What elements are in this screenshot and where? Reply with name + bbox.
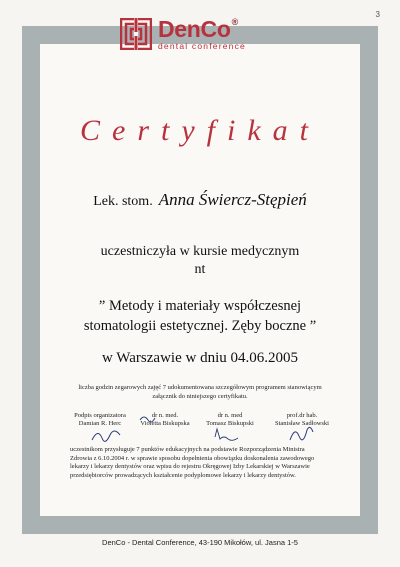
- certificate-title: Certyfikat: [80, 114, 320, 147]
- participation-text: uczestniczyła w kursie medycznym: [100, 244, 300, 259]
- place-date: w Warszawie w dniu 04.06.2005: [102, 350, 298, 366]
- recipient-prefix: Lek. stom.: [93, 194, 153, 209]
- signature-violetta: dr n. med. Violetta Biskupska: [140, 412, 190, 427]
- signature-organizer: Podpis organizatora Damian R. Herc: [74, 412, 126, 427]
- course-title-line2: stomatologii estetycznej. Zęby boczne ”: [83, 318, 317, 334]
- footer-address: DenCo - Dental Conference, 43-190 Mikołów, ul. Jasna 1-5: [102, 538, 298, 547]
- course-title-line1: ” Metody i materiały współczesnej: [98, 298, 302, 314]
- signature-stanislaw: prof.dr hab. Stanisław Sadłowski: [275, 412, 329, 427]
- brand-name: DenCo®: [158, 15, 238, 42]
- nt-text: nt: [194, 262, 206, 277]
- corner-mark: 3: [375, 10, 380, 19]
- signature-tomasz: dr n. med Tomasz Biskupski: [206, 412, 254, 427]
- brand-tagline: dental conference: [158, 40, 246, 51]
- recipient-name: Anna Świercz-Stępień: [158, 190, 307, 209]
- legal-note: uczestnikom przysługuje 7 punktów edukacyjnych na podstawie Rozporządzenia Ministra Zdrowia z 6.10.2004 r. w sprawie sposobu dopełnienia obowiązku doskonalenia zawodowego lekarzy i lekarzy dentystów oraz wpisu do rejestru Okręgowej Izby Lekarskiej w Warszawie przedsiębiorców prowadzących kształcenie podyplomowe lekarzy i lekarzy dentystów.: [70, 446, 315, 479]
- hours-note: liczba godzin zegarowych zajęć 7 udokumentowana szczegółowym programem stanowiącym załącznik do niniejszego certyfikatu.: [78, 384, 322, 400]
